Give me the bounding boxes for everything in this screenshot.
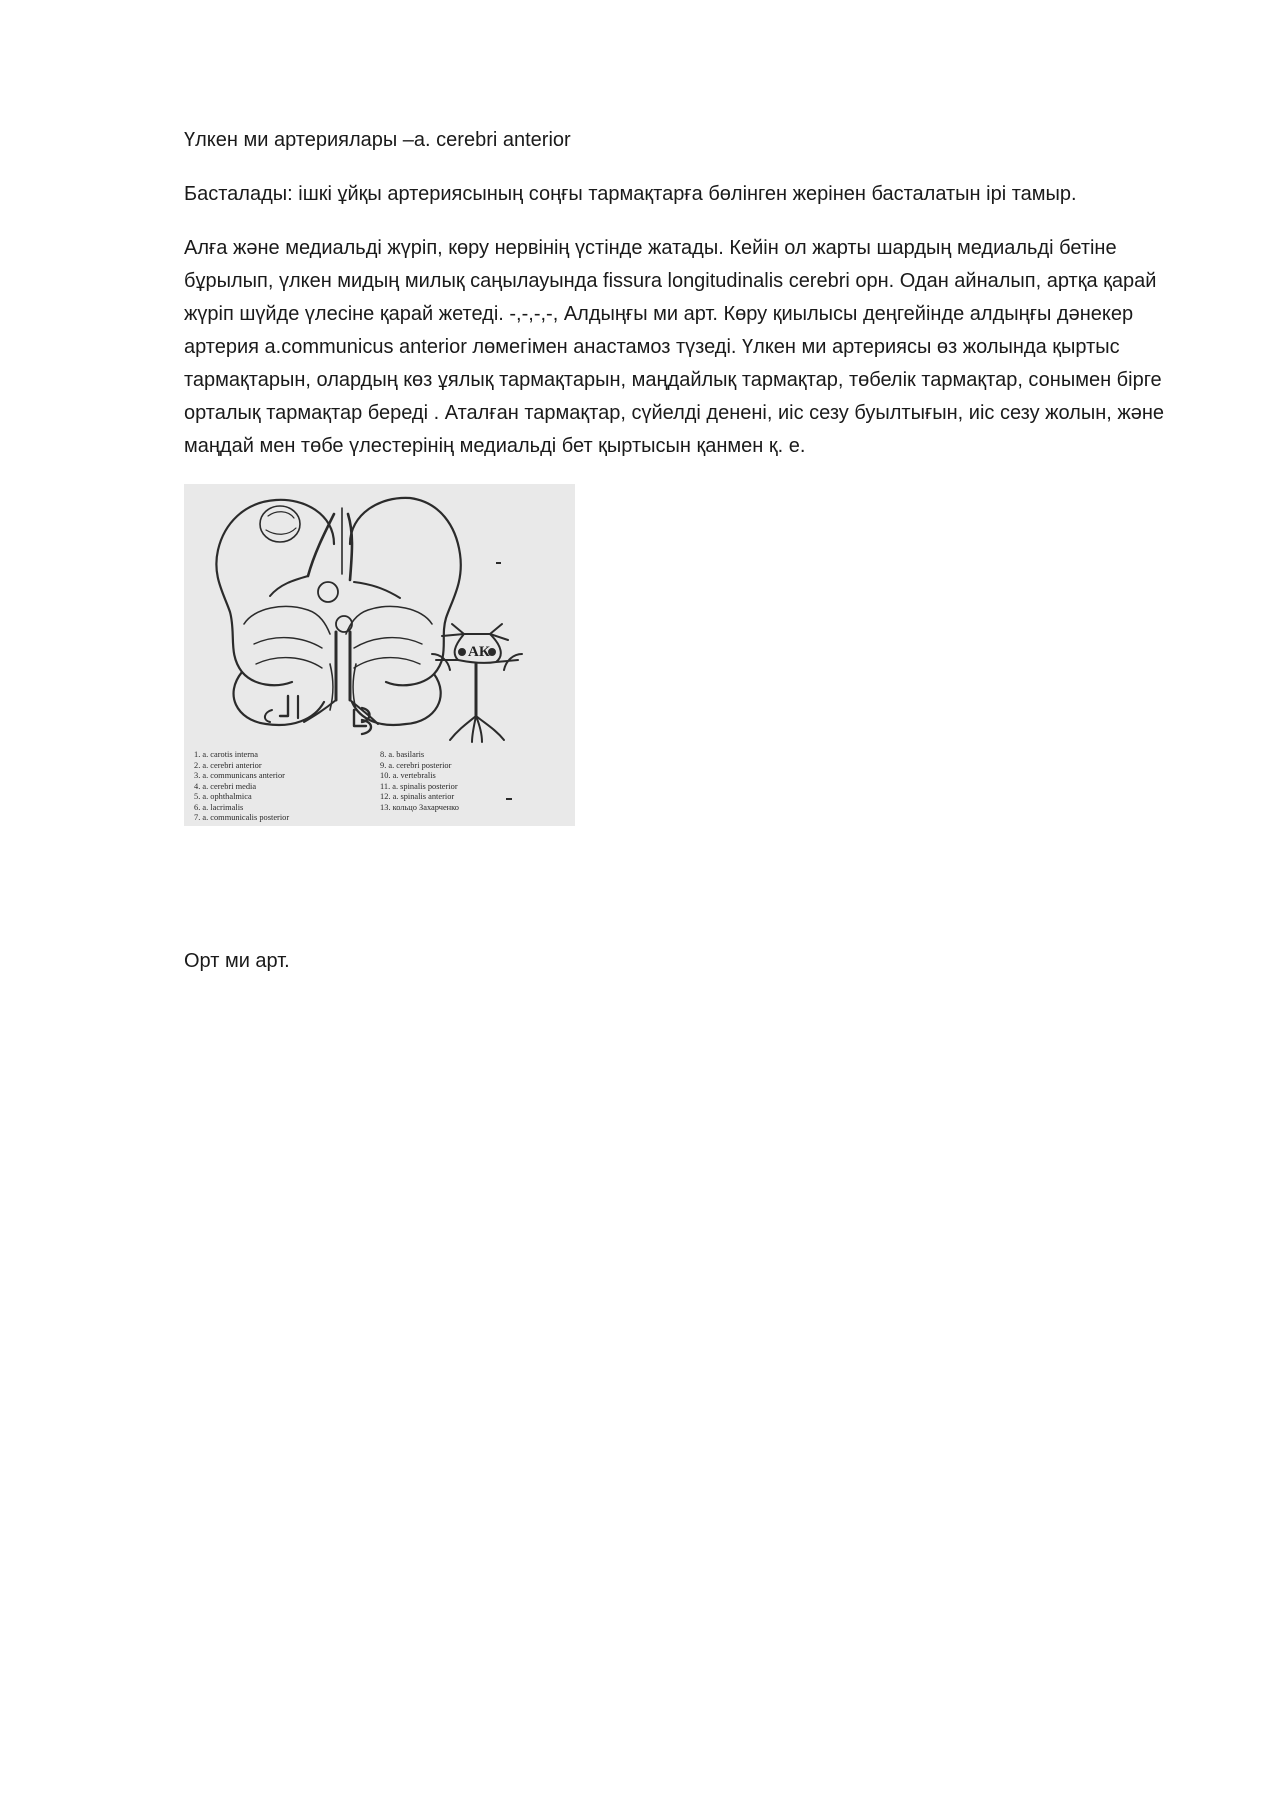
legend-item: 9. a. cerebri posterior: [380, 760, 452, 770]
legend-item: 10. a. vertebralis: [380, 771, 436, 780]
legend-item: 5. a. ophthalmica: [194, 792, 252, 801]
legend-item: 3. a. communicans anterior: [194, 771, 285, 780]
page-title: Үлкен ми артериялары –a. cerebri anterior: [184, 129, 571, 151]
body-paragraph: Алға және медиальді жүріп, көру нервінің үстінде жатады. Кейін ол жарты шардың медиальді бетіне бұрылып, үлкен мидың милық саңылауында fissura longitudinalis cerebri орн. Одан айналып, артқа қарай жүріп шүйде үлесіне қарай жетеді. -,-,-,-, Алдыңғы ми арт. Көру қиылысы деңгейінде алдыңғы дәнекер артерия a.communicus anterior лөмегімен анастамоз түзеді. Үлкен ми артериясы өз жолында қыртыс тармақтарын, олардың көз ұялық тармақтарын, маңдайлық тармақтар, төбелік тармақтар, сонымен бірге орталық тармақтар береді . Аталған тармақтар, сүйелді денені, иіс сезу буылтығын, иіс сезу жолын, және маңдай мен төбе үлестерінің медиальді бет қыртысын қанмен қ. е.: [184, 237, 1165, 457]
figure-legend-left: [194, 750, 289, 824]
legend-item: 4. a. cerebri media: [194, 781, 257, 791]
legend-item: 1. a. carotis interna: [194, 750, 258, 759]
legend-item: 7. a. communicalis posterior: [194, 813, 290, 822]
legend-item: 8. a. basilaris: [380, 750, 425, 759]
legend-item: 2. a. cerebri anterior: [194, 760, 262, 770]
legend-item: 6. a. lacrimalis: [194, 802, 244, 812]
legend-item: 12. a. spinalis anterior: [380, 792, 455, 801]
legend-item: 13. кольцо Захарченко: [380, 802, 459, 812]
intro-paragraph: Басталады: ішкі ұйқы артериясының соңғы тармақтарға бөлінген жерінен басталатын ірі тамыр.: [184, 183, 1077, 205]
document-content: [184, 124, 1184, 826]
section-heading: Орт ми арт.: [184, 950, 290, 972]
legend-item: 11. a. spinalis posterior: [380, 781, 458, 791]
brain-arteries-figure: [184, 484, 575, 826]
ak-label: АК: [468, 644, 490, 660]
figure-legend-right: [380, 750, 459, 813]
